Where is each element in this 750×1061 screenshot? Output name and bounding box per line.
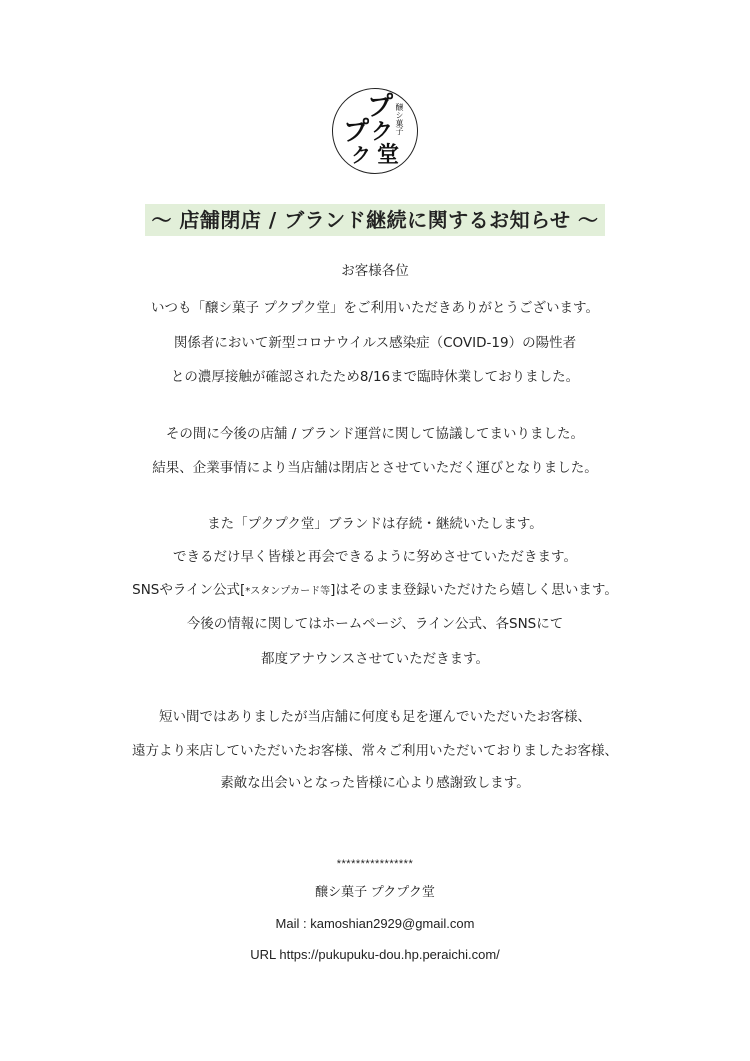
body-line: 結果、企業事情により当店舗は閉店とさせていただく運びとなりました。: [152, 460, 598, 476]
body-line: [0, 581, 750, 601]
body-line: 関係者において新型コロナウイルス感染症（COVID-19）の陽性者: [173, 335, 577, 351]
body-line-part: ]はそのまま登録いただけたら嬉しく思います。: [330, 582, 618, 598]
body-line: また「プクプク堂」ブランドは存続・継続いたします。: [207, 516, 543, 532]
body-line: 素敵な出会いとなった皆様に心より感謝致します。: [220, 775, 530, 791]
footer-url: URL https://pukupuku-dou.hp.peraichi.com/: [250, 947, 500, 962]
body-line-part: SNSやライン公式[: [132, 582, 246, 598]
page-title: 〜 店舗閉店 / ブランド継続に関するお知らせ 〜: [145, 204, 604, 236]
logo-char: プ: [343, 117, 370, 147]
greeting: お客様各位: [341, 263, 409, 279]
body-line: その間に今後の店舗 / ブランド運営に関して協議してまいりました。: [165, 426, 585, 442]
divider-stars: ****************: [336, 858, 414, 870]
footer-shop-name: 醸シ菓子 プクプク堂: [315, 884, 435, 899]
body-line: 短い間ではありましたが当店舗に何度も足を運んでいただいたお客様、: [159, 709, 591, 725]
title-container: [0, 204, 750, 236]
logo-char: プ: [367, 92, 394, 122]
logo-char: ク: [371, 120, 394, 145]
logo-small-text: 醸シ菓子: [395, 103, 404, 135]
body-line: いつも「醸シ菓子 プクプク堂」をご利用いただきありがとうございます。: [151, 300, 599, 316]
body-line: できるだけ早く皆様と再会できるように努めさせていただきます。: [173, 549, 577, 565]
body-line: との濃厚接触が確認されたため8/16まで臨時休業しておりました。: [170, 369, 580, 385]
stamp-card-note: *スタンプカード等: [245, 586, 331, 597]
body-line: 今後の情報に関してはホームページ、ライン公式、各SNSにて: [186, 616, 564, 632]
logo-char: 堂: [377, 143, 400, 168]
footer-mail: Mail : kamoshian2929@gmail.com: [275, 916, 475, 931]
logo-char: ク: [351, 143, 371, 167]
shop-logo: [332, 88, 418, 174]
body-line: 遠方より来店していただいたお客様、常々ご利用いただいておりましたお客様、: [132, 743, 618, 759]
body-line: 都度アナウンスさせていただきます。: [260, 651, 489, 667]
